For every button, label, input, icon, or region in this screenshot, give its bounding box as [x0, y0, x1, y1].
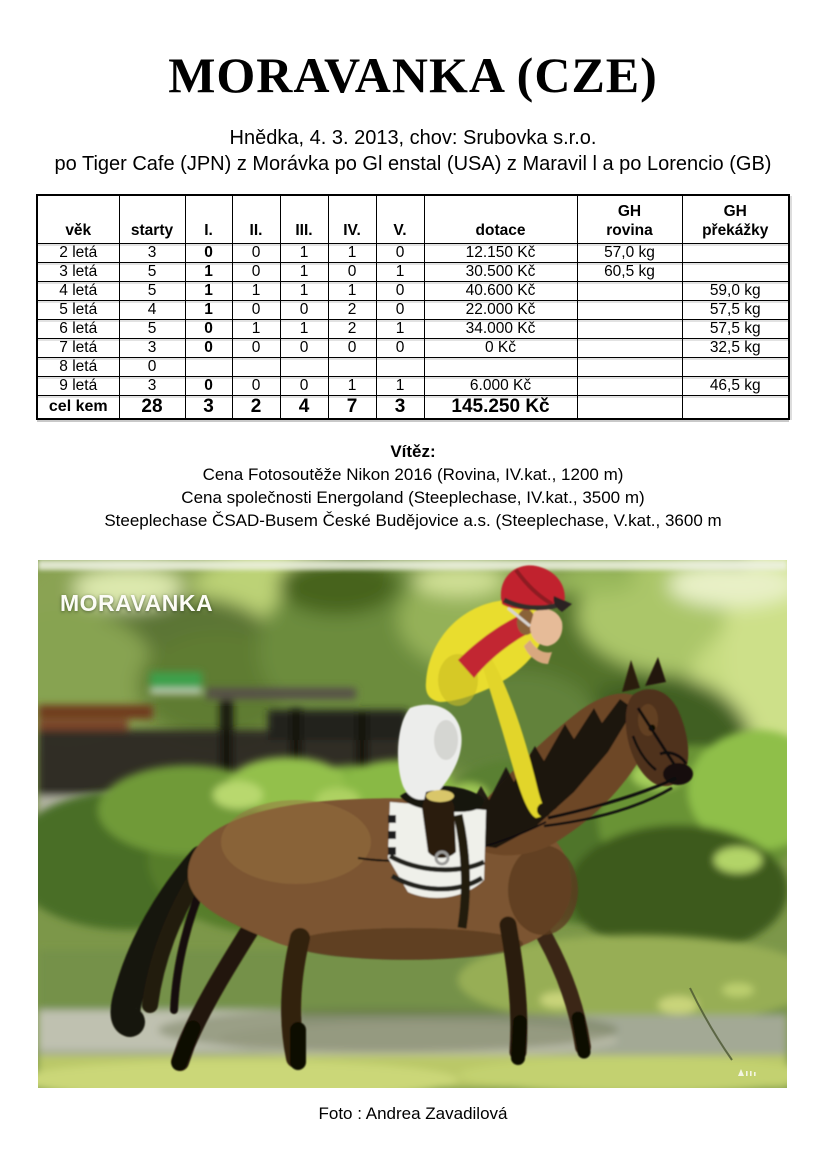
table-cell: 2 [328, 301, 376, 320]
page-title: MORAVANKA (CZE) [168, 47, 658, 103]
table-cell: 7 [328, 396, 376, 420]
table-cell [328, 358, 376, 377]
table-cell: 0 [232, 377, 280, 396]
table-cell: 1 [376, 320, 424, 339]
table-cell: 0 [328, 339, 376, 358]
table-cell: 0 [280, 301, 328, 320]
table-cell: 145.250 Kč [424, 396, 577, 420]
table-cell: 1 [280, 282, 328, 301]
table-cell: 0 [232, 339, 280, 358]
table-cell [577, 358, 682, 377]
table-cell: 4 letá [37, 282, 119, 301]
table-row [37, 358, 789, 377]
photo-caption: Foto : Andrea Zavadilová [318, 1104, 508, 1123]
table-cell: 9 letá [37, 377, 119, 396]
table-cell [577, 396, 682, 420]
table-total-row [37, 396, 789, 420]
table-cell: 1 [232, 320, 280, 339]
table-cell: 28 [119, 396, 185, 420]
table-cell: 0 [376, 282, 424, 301]
table-cell: 0 [185, 377, 232, 396]
table-cell: 0 Kč [424, 339, 577, 358]
col-header-dotace: dotace [424, 195, 577, 244]
table-cell: 34.000 Kč [424, 320, 577, 339]
horse-photo [38, 560, 787, 1088]
table-cell: 57,5 kg [682, 320, 789, 339]
winner-line: Steeplechase ČSAD-Busem České Budějovice a.s. (Steeplechase, V.kat., 3600 m [104, 511, 722, 530]
table-row [37, 377, 789, 396]
table-cell [682, 263, 789, 282]
table-cell: 0 [280, 339, 328, 358]
table-cell: 1 [185, 282, 232, 301]
horse-photo-illustration [38, 560, 787, 1088]
winners-heading: Vítěz: [390, 442, 436, 461]
table-cell: 0 [376, 301, 424, 320]
birth-info-line: Hnědka, 4. 3. 2013, chov: Srubovka s.r.o. [229, 127, 597, 149]
table-cell: 5 [119, 263, 185, 282]
table-cell: 1 [328, 282, 376, 301]
table-cell: 0 [185, 244, 232, 263]
table-cell: 1 [280, 263, 328, 282]
table-cell: 5 [119, 282, 185, 301]
table-cell: 12.150 Kč [424, 244, 577, 263]
table-cell: 5 letá [37, 301, 119, 320]
winners-section [0, 440, 826, 532]
winner-line: Cena Fotosoutěže Nikon 2016 (Rovina, IV.kat., 1200 m) [202, 465, 624, 484]
table-cell: 1 [376, 263, 424, 282]
table-cell [280, 358, 328, 377]
table-cell [185, 358, 232, 377]
table-row [37, 282, 789, 301]
col-header-place3: III. [280, 195, 328, 244]
table-cell: 6 letá [37, 320, 119, 339]
table-cell [682, 358, 789, 377]
table-cell: 3 [119, 377, 185, 396]
table-cell: 40.600 Kč [424, 282, 577, 301]
table-cell: 22.000 Kč [424, 301, 577, 320]
photo-overlay-label: MORAVANKA [60, 590, 214, 616]
table-cell: 0 [280, 377, 328, 396]
col-header-starty: starty [119, 195, 185, 244]
table-cell: 59,0 kg [682, 282, 789, 301]
table-cell: 0 [119, 358, 185, 377]
table-cell: 1 [376, 377, 424, 396]
table-cell: 2 letá [37, 244, 119, 263]
table-cell: 3 letá [37, 263, 119, 282]
col-header-vek: věk [37, 195, 119, 244]
table-cell [577, 301, 682, 320]
table-cell: 0 [328, 263, 376, 282]
pedigree-line: po Tiger Cafe (JPN) z Morávka po Gl enstal (USA) z Maravil l a po Lorencio (GB) [54, 153, 772, 175]
table-cell [424, 358, 577, 377]
table-header-row [37, 195, 789, 244]
table-cell: 60,5 kg [577, 263, 682, 282]
table-cell: 1 [232, 282, 280, 301]
col-header-place2: II. [232, 195, 280, 244]
table-cell: 1 [280, 244, 328, 263]
table-cell [577, 320, 682, 339]
table-cell [577, 282, 682, 301]
table-row [37, 301, 789, 320]
table-cell [682, 396, 789, 420]
table-cell: 0 [232, 263, 280, 282]
table-cell: 57,0 kg [577, 244, 682, 263]
table-row [37, 244, 789, 263]
table-cell: 30.500 Kč [424, 263, 577, 282]
winner-line: Cena společnosti Energoland (Steeplechase, IV.kat., 3500 m) [181, 488, 645, 507]
table-row [37, 320, 789, 339]
table-cell [577, 339, 682, 358]
col-header-gh-prekazky: GH překážky [682, 195, 789, 244]
table-cell: 0 [376, 339, 424, 358]
table-cell: 4 [280, 396, 328, 420]
table-cell: 0 [376, 244, 424, 263]
table-row [37, 339, 789, 358]
table-cell: 7 letá [37, 339, 119, 358]
table-cell: 1 [280, 320, 328, 339]
table-cell: 0 [185, 339, 232, 358]
table-cell: 3 [119, 339, 185, 358]
table-row [37, 263, 789, 282]
table-cell [232, 358, 280, 377]
table-cell: 4 [119, 301, 185, 320]
col-header-gh-rovina: GH rovina [577, 195, 682, 244]
table-cell: 57,5 kg [682, 301, 789, 320]
table-cell: 3 [376, 396, 424, 420]
table-cell [376, 358, 424, 377]
table-cell: 1 [328, 244, 376, 263]
table-cell: 2 [232, 396, 280, 420]
table-cell: 2 [328, 320, 376, 339]
table-cell: 5 [119, 320, 185, 339]
col-header-place4: IV. [328, 195, 376, 244]
pedigree-block [0, 125, 826, 177]
race-record-table [36, 194, 790, 420]
col-header-place5: V. [376, 195, 424, 244]
table-cell: cel kem [37, 396, 119, 420]
table-cell: 0 [232, 301, 280, 320]
table-cell: 6.000 Kč [424, 377, 577, 396]
table-cell: 3 [185, 396, 232, 420]
table-cell: 32,5 kg [682, 339, 789, 358]
table-cell: 3 [119, 244, 185, 263]
table-cell: 8 letá [37, 358, 119, 377]
table-cell: 1 [328, 377, 376, 396]
table-cell [577, 377, 682, 396]
table-cell [682, 244, 789, 263]
table-cell: 0 [185, 320, 232, 339]
table-cell: 46,5 kg [682, 377, 789, 396]
table-cell: 1 [185, 301, 232, 320]
col-header-place1: I. [185, 195, 232, 244]
table-cell: 1 [185, 263, 232, 282]
table-cell: 0 [232, 244, 280, 263]
